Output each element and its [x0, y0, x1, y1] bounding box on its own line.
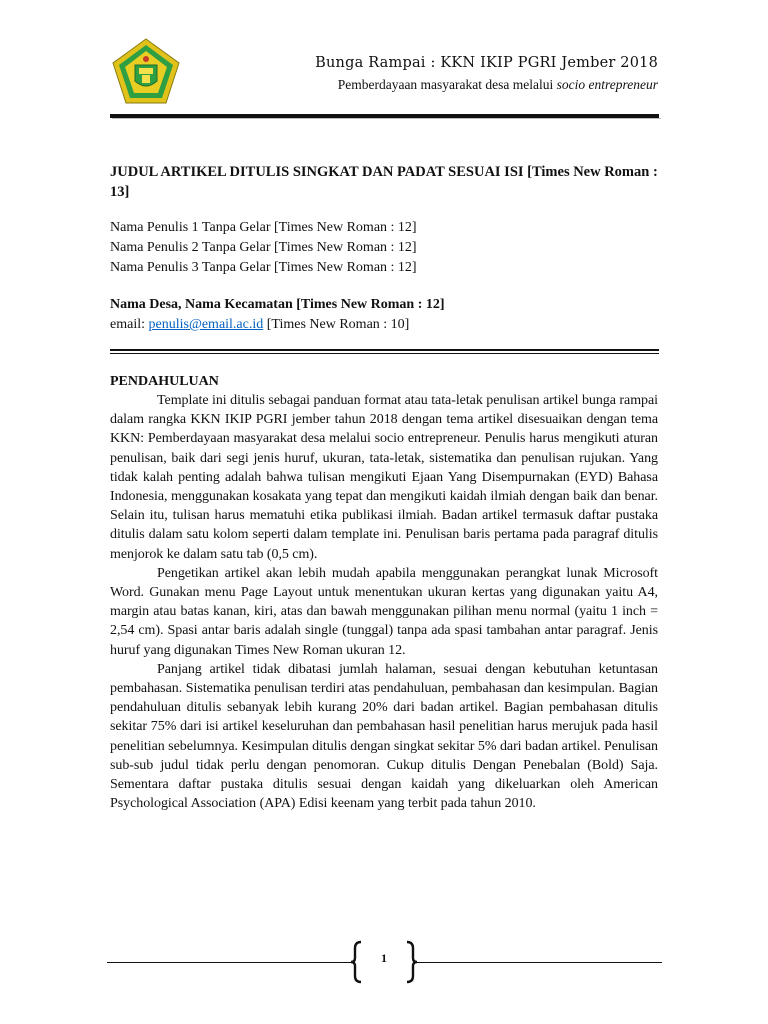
author-name: Nama Penulis 3 Tanpa Gelar [Times New Roman : 12]: [110, 260, 417, 275]
page-number: 1: [381, 951, 387, 965]
university-logo: [111, 37, 181, 107]
author-name: Nama Penulis 1 Tanpa Gelar [Times New Roman : 12]: [110, 220, 417, 235]
article-title: JUDUL ARTIKEL DITULIS SINGKAT DAN PADAT SESUAI ISI [Times New Roman : 13]: [110, 164, 658, 200]
village-district: Nama Desa, Nama Kecamatan [Times New Roman : 12]: [110, 297, 445, 312]
paragraph: Pengetikan artikel akan lebih mudah apabila menggunakan perangkat lunak Microsoft Word. Gunakan menu Page Layout untuk menentukan ukuran kertas yang digunakan yaitu A4, margin atau batas kanan, kiri, atas dan bawah menggunakan pilihan menu normal (yaitu 1 inch = 2,54 cm). Spasi antar baris adalah single (tunggal) tanpa ada spasi tambahan antar paragraf. Jenis huruf yang digunakan Times New Roman ukuran 12.: [110, 565, 658, 658]
email-label: email:: [110, 317, 149, 332]
author-list: [110, 218, 417, 278]
footer-rule-left: [107, 962, 352, 963]
header-subtitle-text: Pemberdayaan masyarakat desa melalui: [337, 77, 557, 92]
affiliation-block: [110, 295, 445, 335]
header-rule-shadow: [112, 118, 661, 119]
section-divider-top: [110, 349, 659, 351]
paragraph: Panjang artikel tidak dibatasi jumlah halaman, sesuai dengan kebutuhan ketuntasan pembahasan. Sistematika penulisan terdiri atas pendahuluan, pembahasan dan kesimpulan. Bagian pendahuluan ditulis sebanyak lebih kurang 20% dari badan artikel. Bagian pembahasan ditulis sekitar 75% dari isi artikel keseluruhan dan pembahasan hasil penelitian harus merujuk pada hasil penelitian sebelumnya. Kesimpulan ditulis dengan singkat sekitar 5% dari badan artikel. Penulisan sub-sub judul tidak perlu dengan penomoran. Cukup ditulis Dengan Penebalan (Bold) Saja. Sementara daftar pustaka ditulis sesuai dengan kaidah yang dikeluarkan oleh American Psychological Association (APA) Edisi keenam yang terbit pada tahun 2010.: [110, 661, 658, 812]
email-link[interactable]: penulis@email.ac.id: [148, 317, 264, 332]
section-divider-bottom: [110, 353, 659, 354]
email-line: [110, 315, 445, 335]
author-name: Nama Penulis 2 Tanpa Gelar [Times New Roman : 12]: [110, 240, 417, 255]
header-subtitle: [338, 77, 658, 93]
right-brace-icon: [404, 940, 418, 984]
header-subtitle-italic: socio entrepreneur: [556, 77, 658, 92]
footer-rule-right: [416, 962, 662, 963]
body-text: [110, 391, 658, 813]
paragraph: Template ini ditulis sebagai panduan format atau tata-letak penulisan artikel bunga rampai dalam rangka KKN IKIP PGRI jember tahun 2018 dengan tema artikel disesuaikan dengan tema KKN: Pemberdayaan masyarakat desa melalui socio entrepreneur. Penulis harus mengikuti aturan penulisan, baik dari segi jenis huruf, ukuran, tata-letak, sistematika dan penulisan rujukan. Yang tidak kalah penting adalah bahwa tulisan mengikuti Ejaan Yang Disempurnakan (EYD) Bahasa Indonesia, menggunakan kosakata yang tepat dan mengikuti kaidah ilmiah dengan baik dan benar. Selain itu, tulisan harus mematuhi etika publikasi ilmiah. Badan artikel termasuk daftar pustaka ditulis dalam satu kolom seperti dalam template ini. Penulisan baris pertama pada paragraf ditulis menjorok ke dalam satu tab (0,5 cm).: [110, 393, 658, 562]
left-brace-icon: [350, 940, 364, 984]
section-heading: PENDAHULUAN: [110, 374, 219, 389]
header-title: Bunga Rampai : KKN IKIP PGRI Jember 2018: [315, 55, 658, 71]
email-note: [Times New Roman : 10]: [263, 317, 410, 332]
